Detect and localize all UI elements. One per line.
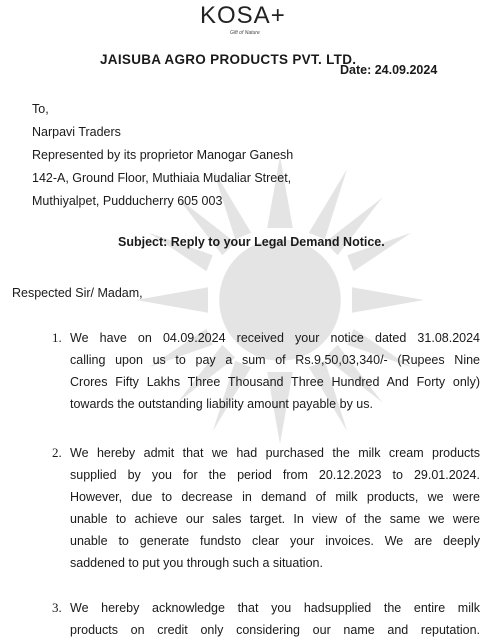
letter-date: Date: 24.09.2024 <box>340 63 438 77</box>
salutation: Respected Sir/ Madam, <box>12 286 143 300</box>
item-line: products on credit only considering our name and reputation. <box>70 623 480 637</box>
item-line: calling upon us to pay a sum of Rs.9,50,03,340/- (Rupees Nine <box>70 353 480 367</box>
item-line: We hereby admit that we had purchased the milk cream products <box>70 446 480 460</box>
company-name: JAISUBA AGRO PRODUCTS PVT. LTD. <box>100 52 357 67</box>
item-number: 3. <box>52 600 62 615</box>
list-item <box>52 597 480 641</box>
item-line: We have on 04.09.2024 received your notice dated 31.08.2024 <box>70 331 480 345</box>
item-line: We hereby acknowledge that you hadsupplied the entire milk <box>70 601 480 615</box>
subject-line: Subject: Reply to your Legal Demand Notice. <box>118 235 385 249</box>
item-number: 2. <box>52 445 62 460</box>
item-line: Crores Fifty Lakhs Three Thousand Three Hundred And Forty only) <box>70 375 480 389</box>
recipient-city: Muthiyalpet, Pudducherry 605 003 <box>32 194 223 208</box>
item-number: 1. <box>52 330 62 345</box>
item-line: towards the outstanding liability amount payable by us. <box>70 397 373 411</box>
item-line: saddened to put you through such a situation. <box>70 556 323 570</box>
item-line: unable to generate fundsto clear your invoices. We are deeply <box>70 534 480 548</box>
to-label: To, <box>32 102 49 116</box>
list-item <box>52 327 480 415</box>
item-line: unable to achieve our sales target. In view of the same we were <box>70 512 480 526</box>
company-logo: KOSA+ <box>200 2 286 29</box>
item-line: However, due to decrease in demand of milk products, we were <box>70 490 480 504</box>
item-line: supplied by you for the period from 20.12.2023 to 29.01.2024. <box>70 468 480 482</box>
recipient-street: 142-A, Ground Floor, Muthiaia Mudaliar Street, <box>32 171 292 185</box>
recipient-representative: Represented by its proprietor Manogar Ganesh <box>32 148 294 162</box>
logo-tagline: Gift of Nature <box>230 30 260 36</box>
recipient-name: Narpavi Traders <box>32 125 121 139</box>
list-item <box>52 442 480 574</box>
